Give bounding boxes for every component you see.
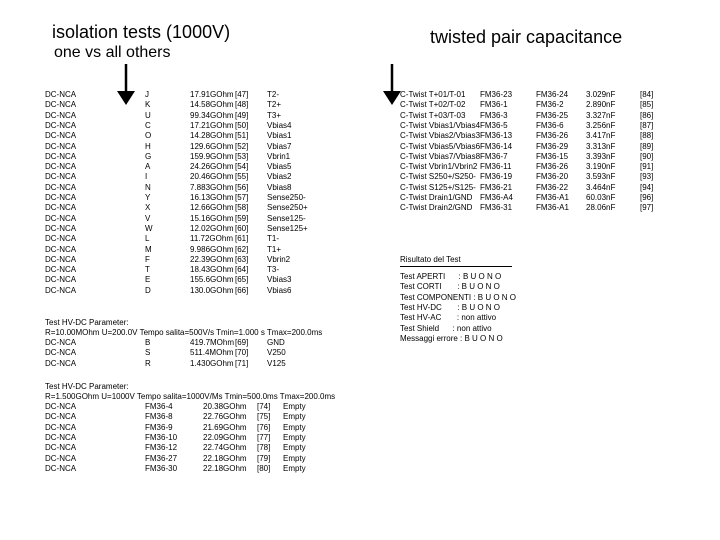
- isolation-row: [45, 285, 292, 296]
- cell-e: T2-: [267, 90, 279, 99]
- cell-b: FM36-31: [480, 203, 513, 213]
- cell-e: Sense125-: [267, 213, 306, 223]
- hv1-row: [45, 338, 285, 348]
- cell-c: 22.76GOhm: [203, 412, 247, 422]
- cell-d: [61]: [235, 234, 249, 244]
- cell-c: 22.09GOhm: [203, 432, 247, 442]
- cell-c: 17.21GOhm: [190, 120, 234, 130]
- cell-e: Vbrin1: [267, 151, 291, 161]
- cell-a: DC-NCA: [45, 141, 77, 151]
- cell-b: T: [145, 265, 150, 275]
- cell-d: 28.06nF: [586, 203, 616, 213]
- result-line: Test Shield : non attivo: [400, 323, 492, 333]
- cell-b: B: [145, 338, 151, 347]
- cell-a: DC-NCA: [45, 443, 77, 453]
- cell-e: Sense250-: [267, 193, 306, 202]
- cell-a: C-Twist T+03/T-03: [400, 110, 466, 120]
- cell-b: FM36-5: [480, 120, 508, 130]
- down-arrow-icon: [114, 64, 138, 106]
- cell-c: FM36-29: [536, 141, 569, 151]
- cell-d: 3.593nF: [586, 172, 616, 182]
- cell-c: FM36-2: [536, 100, 564, 110]
- cell-b: X: [145, 203, 151, 213]
- cell-e: [89]: [640, 141, 654, 151]
- cell-e: Vbias5: [267, 162, 292, 172]
- cell-d: [78]: [257, 443, 271, 453]
- hv2-row: [45, 422, 306, 433]
- cell-c: FM36-A1: [536, 193, 569, 202]
- cell-a: DC-NCA: [45, 90, 77, 99]
- cell-c: FM36-20: [536, 172, 569, 182]
- cell-e: Vbrin2: [267, 254, 291, 264]
- cell-b: D: [145, 285, 151, 295]
- cell-e: Empty: [283, 422, 306, 432]
- cell-a: DC-NCA: [45, 402, 77, 411]
- cell-e: [90]: [640, 151, 654, 161]
- cell-c: 21.69GOhm: [203, 422, 247, 432]
- isolation-row: [45, 120, 292, 131]
- cell-e: [86]: [640, 110, 654, 120]
- cell-d: [56]: [235, 182, 249, 192]
- cell-a: C-Twist S250+/S250-: [400, 172, 476, 182]
- cell-b: E: [145, 275, 151, 285]
- cell-c: 20.46GOhm: [190, 172, 234, 182]
- cell-c: FM36-25: [536, 110, 569, 120]
- cell-b: N: [145, 182, 151, 192]
- cell-a: DC-NCA: [45, 162, 77, 172]
- cell-a: C-Twist S125+/S125-: [400, 182, 476, 192]
- cell-a: DC-NCA: [45, 275, 77, 285]
- cell-e: Empty: [283, 453, 306, 463]
- cell-b: J: [145, 90, 149, 99]
- cell-c: 14.58GOhm: [190, 100, 234, 110]
- cell-c: 18.43GOhm: [190, 265, 234, 275]
- cell-d: [65]: [235, 275, 249, 285]
- cell-a: C-Twist Vbias1/Vbias4: [400, 120, 481, 130]
- cell-e: V125: [267, 358, 286, 368]
- cell-a: DC-NCA: [45, 151, 77, 161]
- cell-c: FM36-26: [536, 131, 569, 141]
- isolation-row: [45, 141, 292, 152]
- cell-a: DC-NCA: [45, 348, 77, 358]
- cell-a: DC-NCA: [45, 244, 77, 254]
- cell-d: 3.417nF: [586, 131, 616, 141]
- result-line: Messaggi errore : B U O N O: [400, 333, 503, 343]
- cell-d: [55]: [235, 172, 249, 182]
- cell-c: 155.6GOhm: [190, 275, 234, 285]
- cell-e: [94]: [640, 182, 654, 192]
- cell-c: 7.883GOhm: [190, 182, 234, 192]
- cell-b: FM36-21: [480, 182, 513, 192]
- hv2-heading: Test HV-DC Parameter:: [45, 382, 129, 391]
- capacitance-row: [400, 193, 654, 203]
- result-line: Test CORTI : B U O N O: [400, 282, 500, 292]
- result-line: Test HV-DC : B U O N O: [400, 302, 501, 312]
- cell-c: FM36-24: [536, 90, 569, 99]
- hv2-row: [45, 453, 306, 464]
- cell-c: 17.91GOhm: [190, 90, 234, 99]
- cell-d: [79]: [257, 453, 271, 463]
- result-divider: [400, 266, 512, 267]
- cell-e: [93]: [640, 172, 654, 182]
- cell-c: 9.986GOhm: [190, 244, 234, 254]
- cell-e: T1+: [267, 244, 282, 254]
- cell-b: G: [145, 151, 152, 161]
- capacitance-row: [400, 162, 654, 172]
- cell-b: FM36-14: [480, 141, 513, 151]
- cell-d: [77]: [257, 432, 271, 442]
- cell-c: 22.18GOhm: [203, 453, 247, 463]
- cell-d: [47]: [235, 90, 249, 99]
- cell-d: 60.03nF: [586, 193, 616, 202]
- isolation-row: [45, 162, 292, 172]
- isolation-row: [45, 90, 279, 100]
- cell-a: DC-NCA: [45, 203, 77, 213]
- cell-e: V250: [267, 348, 286, 358]
- capacitance-row: [400, 141, 654, 152]
- hv1-row: [45, 348, 286, 358]
- cell-e: T2+: [267, 100, 282, 110]
- isolation-row: [45, 223, 308, 234]
- cell-e: Sense125+: [267, 223, 308, 233]
- cell-b: FM36-10: [145, 432, 178, 442]
- cell-c: 419.7MOhm: [190, 338, 235, 347]
- cell-b: FM36-13: [480, 131, 513, 141]
- cell-d: [64]: [235, 265, 249, 275]
- cell-e: [97]: [640, 203, 654, 213]
- cell-a: DC-NCA: [45, 100, 77, 110]
- cell-b: FM36-12: [145, 443, 178, 453]
- capacitance-row: [400, 151, 654, 162]
- hv2-row: [45, 402, 306, 412]
- cell-e: [91]: [640, 162, 654, 172]
- cell-c: FM36-22: [536, 182, 569, 192]
- cell-b: V: [145, 213, 151, 223]
- capacitance-row: [400, 182, 654, 193]
- cell-b: FM36-30: [145, 463, 178, 473]
- cell-e: Vbias8: [267, 182, 292, 192]
- capacitance-row: [400, 172, 654, 182]
- isolation-row: [45, 110, 282, 121]
- cell-c: 12.66GOhm: [190, 203, 234, 213]
- cell-a: DC-NCA: [45, 193, 77, 202]
- cell-a: C-Twist Drain2/GND: [400, 203, 473, 213]
- cell-a: C-Twist Vbias2/Vbias3: [400, 131, 481, 141]
- hv1-params: R=10.00MOhm U=200.0V Tempo salita=500V/s Tmin=1.000 s Tmax=200.0ms: [45, 328, 323, 337]
- cell-b: FM36-4: [145, 402, 173, 411]
- cell-b: FM36-27: [145, 453, 178, 463]
- cell-b: FM36-A4: [480, 193, 513, 202]
- cell-c: 129.6GOhm: [190, 141, 234, 151]
- cell-d: 3.393nF: [586, 151, 616, 161]
- hv2-row: [45, 412, 306, 422]
- cell-c: 11.72GOhm: [190, 234, 233, 244]
- cell-c: 130.0GOhm: [190, 285, 234, 295]
- cell-a: C-Twist Drain1/GND: [400, 193, 473, 202]
- cell-e: Vbias3: [267, 275, 292, 285]
- cell-b: M: [145, 244, 152, 254]
- cell-b: U: [145, 110, 151, 120]
- cell-d: [53]: [235, 151, 249, 161]
- isolation-row: [45, 172, 292, 182]
- capacitance-row: [400, 131, 654, 141]
- capacitance-row: [400, 100, 654, 110]
- cell-d: [57]: [235, 193, 249, 202]
- cell-a: DC-NCA: [45, 463, 77, 473]
- isolation-row: [45, 151, 291, 162]
- cell-b: FM36-8: [145, 412, 173, 422]
- cell-b: FM36-3: [480, 110, 508, 120]
- hv2-row: [45, 463, 306, 474]
- cell-e: Empty: [283, 432, 306, 442]
- cell-b: FM36-9: [145, 422, 173, 432]
- cell-a: DC-NCA: [45, 172, 77, 182]
- capacitance-row: [400, 90, 654, 100]
- cell-e: GND: [267, 338, 285, 347]
- cell-b: FM36-11: [480, 162, 512, 172]
- isolation-row: [45, 265, 279, 275]
- cell-e: Empty: [283, 463, 306, 473]
- right-title: twisted pair capacitance: [430, 27, 623, 47]
- cell-a: C-Twist T+01/T-01: [400, 90, 466, 99]
- cell-b: O: [145, 131, 152, 141]
- cell-a: DC-NCA: [45, 432, 77, 442]
- cell-d: [76]: [257, 422, 271, 432]
- cell-e: T1-: [267, 234, 279, 244]
- result-heading: Risultato del Test: [400, 255, 461, 264]
- cell-b: H: [145, 141, 151, 151]
- cell-a: DC-NCA: [45, 120, 77, 130]
- cell-e: Vbias1: [267, 131, 292, 141]
- cell-e: Sense250+: [267, 203, 308, 213]
- isolation-row: [45, 193, 306, 203]
- isolation-row: [45, 254, 291, 265]
- cell-c: 1.430GOhm: [190, 358, 234, 368]
- cell-b: FM36-23: [480, 90, 513, 99]
- cell-d: 3.190nF: [586, 162, 616, 172]
- cell-e: Vbias6: [267, 285, 292, 295]
- cell-a: DC-NCA: [45, 131, 77, 141]
- cell-b: K: [145, 100, 151, 110]
- cell-b: L: [145, 234, 150, 244]
- cell-a: C-Twist T+02/T-02: [400, 100, 466, 110]
- cell-a: C-Twist Vbias5/Vbias6: [400, 141, 481, 151]
- cell-d: [54]: [235, 162, 249, 172]
- cell-e: [87]: [640, 120, 654, 130]
- cell-c: 511.4MOhm: [190, 348, 234, 358]
- cell-b: Y: [145, 193, 151, 202]
- isolation-row: [45, 213, 306, 224]
- cell-d: [80]: [257, 463, 271, 473]
- hv1-heading: Test HV-DC Parameter:: [45, 318, 129, 327]
- cell-c: 15.16GOhm: [190, 213, 234, 223]
- cell-d: [66]: [235, 285, 249, 295]
- cell-b: F: [145, 254, 150, 264]
- cell-a: DC-NCA: [45, 110, 77, 120]
- cell-e: T3+: [267, 110, 282, 120]
- cell-e: [84]: [640, 90, 654, 99]
- cell-b: FM36-19: [480, 172, 513, 182]
- cell-c: 16.13GOhm: [190, 193, 234, 202]
- cell-c: 24.26GOhm: [190, 162, 234, 172]
- cell-c: FM36-6: [536, 120, 564, 130]
- cell-e: [96]: [640, 193, 654, 202]
- cell-d: 3.256nF: [586, 120, 616, 130]
- cell-e: [85]: [640, 100, 654, 110]
- cell-b: C: [145, 120, 151, 130]
- cell-d: [59]: [235, 213, 249, 223]
- cell-e: Empty: [283, 412, 306, 422]
- cell-d: [74]: [257, 402, 271, 411]
- isolation-row: [45, 244, 282, 255]
- left-subtitle: one vs all others: [54, 44, 171, 61]
- result-line: Test APERTI : B U O N O: [400, 272, 502, 281]
- cell-c: 20.38GOhm: [203, 402, 247, 411]
- isolation-row: [45, 100, 282, 110]
- cell-c: 99.34GOhm: [190, 110, 234, 120]
- cell-d: [75]: [257, 412, 271, 422]
- cell-d: 3.029nF: [586, 90, 616, 99]
- cell-e: Vbias7: [267, 141, 292, 151]
- cell-d: [52]: [235, 141, 249, 151]
- cell-d: [48]: [235, 100, 249, 110]
- isolation-row: [45, 275, 292, 285]
- result-line: Test COMPONENTI : B U O N O: [400, 292, 517, 302]
- cell-e: T3-: [267, 265, 279, 275]
- cell-b: I: [145, 172, 148, 182]
- cell-a: DC-NCA: [45, 338, 77, 347]
- cell-d: [50]: [235, 120, 249, 130]
- cell-a: DC-NCA: [45, 285, 77, 295]
- cell-a: DC-NCA: [45, 265, 77, 275]
- cell-d: [63]: [235, 254, 249, 264]
- cell-c: FM36-A1: [536, 203, 569, 213]
- cell-c: FM36-15: [536, 151, 569, 161]
- capacitance-row: [400, 203, 654, 213]
- hv2-params: R=1.500GOhm U=1000V Tempo salita=1000V/Ms Tmin=500.0ms Tmax=200.0ms: [45, 392, 336, 401]
- result-line: Test HV-AC : non attivo: [400, 313, 497, 323]
- cell-b: FM36-1: [480, 100, 508, 110]
- capacitance-row: [400, 110, 654, 121]
- cell-a: C-Twist Vbrin1/Vbrin2: [400, 162, 478, 172]
- cell-d: [69]: [235, 338, 249, 347]
- cell-a: DC-NCA: [45, 412, 77, 422]
- cell-b: R: [145, 358, 151, 368]
- cell-a: DC-NCA: [45, 422, 77, 432]
- cell-a: DC-NCA: [45, 453, 77, 463]
- cell-d: [62]: [235, 244, 249, 254]
- capacitance-row: [400, 120, 654, 131]
- cell-c: 14.28GOhm: [190, 131, 234, 141]
- cell-a: DC-NCA: [45, 358, 77, 368]
- hv2-row: [45, 432, 306, 443]
- cell-c: 22.74GOhm: [203, 443, 247, 453]
- cell-d: [60]: [235, 223, 249, 233]
- cell-c: FM36-26: [536, 162, 569, 172]
- isolation-row: [45, 203, 308, 213]
- cell-a: DC-NCA: [45, 182, 77, 192]
- cell-a: DC-NCA: [45, 234, 77, 244]
- cell-e: Empty: [283, 402, 306, 411]
- cell-d: [70]: [235, 348, 249, 358]
- cell-a: DC-NCA: [45, 223, 77, 233]
- cell-c: 22.18GOhm: [203, 463, 247, 473]
- cell-c: 12.02GOhm: [190, 223, 234, 233]
- cell-d: 2.890nF: [586, 100, 616, 110]
- cell-a: DC-NCA: [45, 254, 77, 264]
- hv1-row: [45, 358, 286, 369]
- cell-c: 22.39GOhm: [190, 254, 234, 264]
- cell-e: Empty: [283, 443, 306, 453]
- isolation-row: [45, 182, 292, 193]
- hv2-row: [45, 443, 306, 453]
- cell-e: [88]: [640, 131, 654, 141]
- isolation-row: [45, 131, 292, 141]
- cell-c: 159.9GOhm: [190, 151, 234, 161]
- isolation-row: [45, 234, 279, 244]
- cell-d: [51]: [235, 131, 249, 141]
- left-title: isolation tests (1000V): [52, 22, 231, 42]
- cell-a: DC-NCA: [45, 213, 77, 223]
- cell-d: [58]: [235, 203, 249, 213]
- cell-d: [71]: [235, 358, 249, 368]
- cell-b: S: [145, 348, 151, 358]
- cell-d: [49]: [235, 110, 249, 120]
- cell-d: 3.327nF: [586, 110, 616, 120]
- cell-b: A: [145, 162, 151, 172]
- cell-d: 3.464nF: [586, 182, 616, 192]
- cell-e: Vbias2: [267, 172, 292, 182]
- cell-b: FM36-7: [480, 151, 508, 161]
- cell-d: 3.313nF: [586, 141, 616, 151]
- cell-e: Vbias4: [267, 120, 292, 130]
- cell-b: W: [145, 223, 153, 233]
- cell-a: C-Twist Vbias7/Vbias8: [400, 151, 481, 161]
